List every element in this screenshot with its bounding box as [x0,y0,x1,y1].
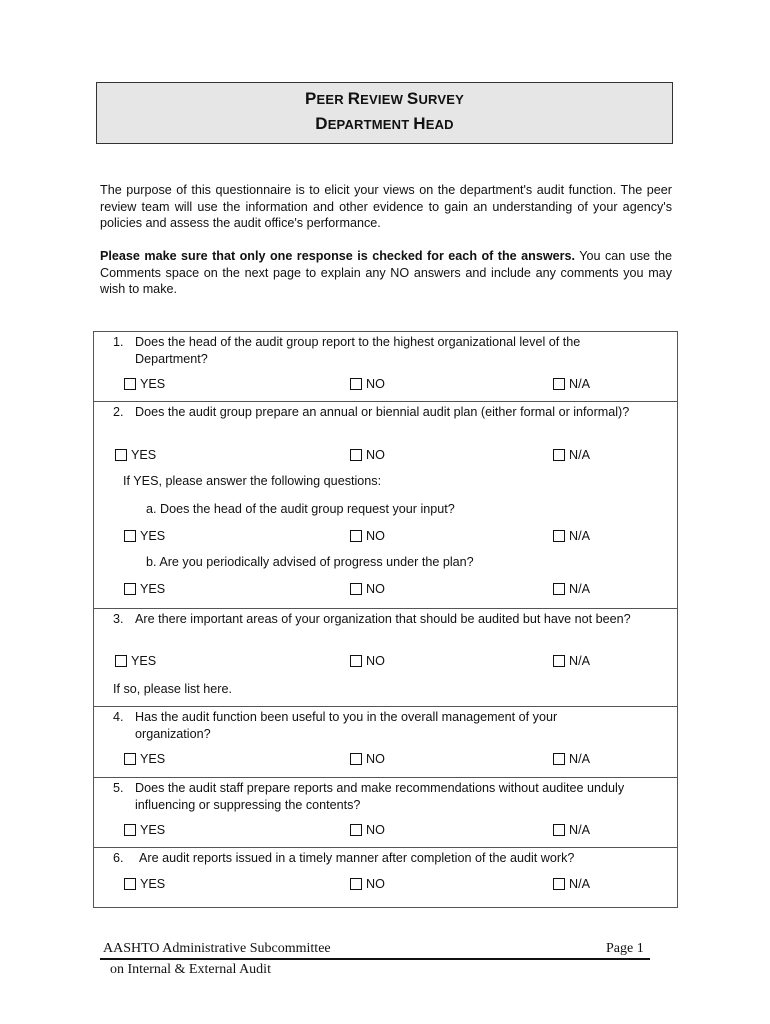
q5-no-option[interactable]: NO [350,822,385,838]
footer-org-line1: AASHTO Administrative Subcommittee [103,941,331,956]
checkbox[interactable] [124,824,136,836]
q2b-yes-option[interactable]: YES [124,581,165,597]
q3-no-option[interactable]: NO [350,653,385,669]
divider [93,847,678,848]
q1-na-option[interactable]: N/A [553,376,590,392]
checkbox[interactable] [124,753,136,765]
q2b-no-option[interactable]: NO [350,581,385,597]
survey-subtitle: DEPARTMENT HEAD [315,114,454,133]
checkbox[interactable] [350,583,362,595]
question-6: 6. Are audit reports issued in a timely manner after completion of the audit work? [113,851,575,865]
q6-no-option[interactable]: NO [350,876,385,892]
checkbox[interactable] [350,878,362,890]
footer-org-line2: on Internal & External Audit [110,962,271,977]
q2-na-option[interactable]: N/A [553,447,590,463]
purpose-paragraph: The purpose of this questionnaire is to elicit your views on the department's audit function. The peer review team will use the information and other evidence to gain an understanding of your agency's policies and assess the audit office's performance. [100,183,672,230]
checkbox[interactable] [124,378,136,390]
q6-yes-option[interactable]: YES [124,876,165,892]
checkbox[interactable] [553,583,565,595]
instruction-bold: Please make sure that only one response is checked for each of the answers. [100,249,576,263]
q2a-na-option[interactable]: N/A [553,528,590,544]
checkbox[interactable] [553,449,565,461]
checkbox[interactable] [124,878,136,890]
q3-na-option[interactable]: N/A [553,653,590,669]
checkbox[interactable] [115,449,127,461]
survey-title: PEER REVIEW SURVEY [304,89,464,108]
checkbox[interactable] [553,753,565,765]
q6-na-option[interactable]: N/A [553,876,590,892]
q2a-no-option[interactable]: NO [350,528,385,544]
q4-yes-option[interactable]: YES [124,751,165,767]
divider [93,401,678,402]
checkbox[interactable] [350,753,362,765]
q5-na-option[interactable]: N/A [553,822,590,838]
instruction-paragraph [100,248,672,298]
checkbox[interactable] [124,583,136,595]
q2b-na-option[interactable]: N/A [553,581,590,597]
q1-yes-option[interactable]: YES [124,376,165,392]
checkbox[interactable] [350,824,362,836]
checkbox[interactable] [350,655,362,667]
q3-followup-text: If so, please list here. [113,682,233,696]
question-5: 5. Does the audit staff prepare reports and make recommendations without auditee unduly influencing or suppressing the contents? [113,781,625,812]
checkbox[interactable] [124,530,136,542]
footer-page-number: Page 1 [606,941,644,956]
checkbox[interactable] [553,378,565,390]
q4-na-option[interactable]: N/A [553,751,590,767]
question-4: 4. Has the audit function been useful to you in the overall management of your organization? [113,710,558,741]
q2-followup-text: If YES, please answer the following questions: [123,474,382,488]
q1-no-option[interactable]: NO [350,376,385,392]
footer-rule [100,958,650,960]
q2-no-option[interactable]: NO [350,447,385,463]
instruction-rest: You can use the Comments space on the next page to explain any NO answers and include any comments you may wish to make. [100,249,672,296]
divider [93,706,678,707]
question-2: 2. Does the audit group prepare an annual or biennial audit plan (either formal or informal)? [113,405,630,419]
checkbox[interactable] [350,449,362,461]
question-3: 3. Are there important areas of your organization that should be audited but have not been? [113,612,631,626]
q4-no-option[interactable]: NO [350,751,385,767]
sub-question-b: b. Are you periodically advised of progress under the plan? [146,555,474,569]
checkbox[interactable] [553,878,565,890]
checkbox[interactable] [553,655,565,667]
title-box [96,82,673,144]
sub-question-a: a. Does the head of the audit group request your input? [146,502,455,516]
checkbox[interactable] [350,378,362,390]
divider [93,777,678,778]
q5-yes-option[interactable]: YES [124,822,165,838]
checkbox[interactable] [553,824,565,836]
checkbox[interactable] [553,530,565,542]
divider [93,608,678,609]
checkbox[interactable] [115,655,127,667]
q2a-yes-option[interactable]: YES [124,528,165,544]
q3-yes-option[interactable]: YES [115,653,156,669]
question-1: 1. Does the head of the audit group report to the highest organizational level of the Department? [113,335,581,366]
checkbox[interactable] [350,530,362,542]
q2-yes-option[interactable]: YES [115,447,156,463]
